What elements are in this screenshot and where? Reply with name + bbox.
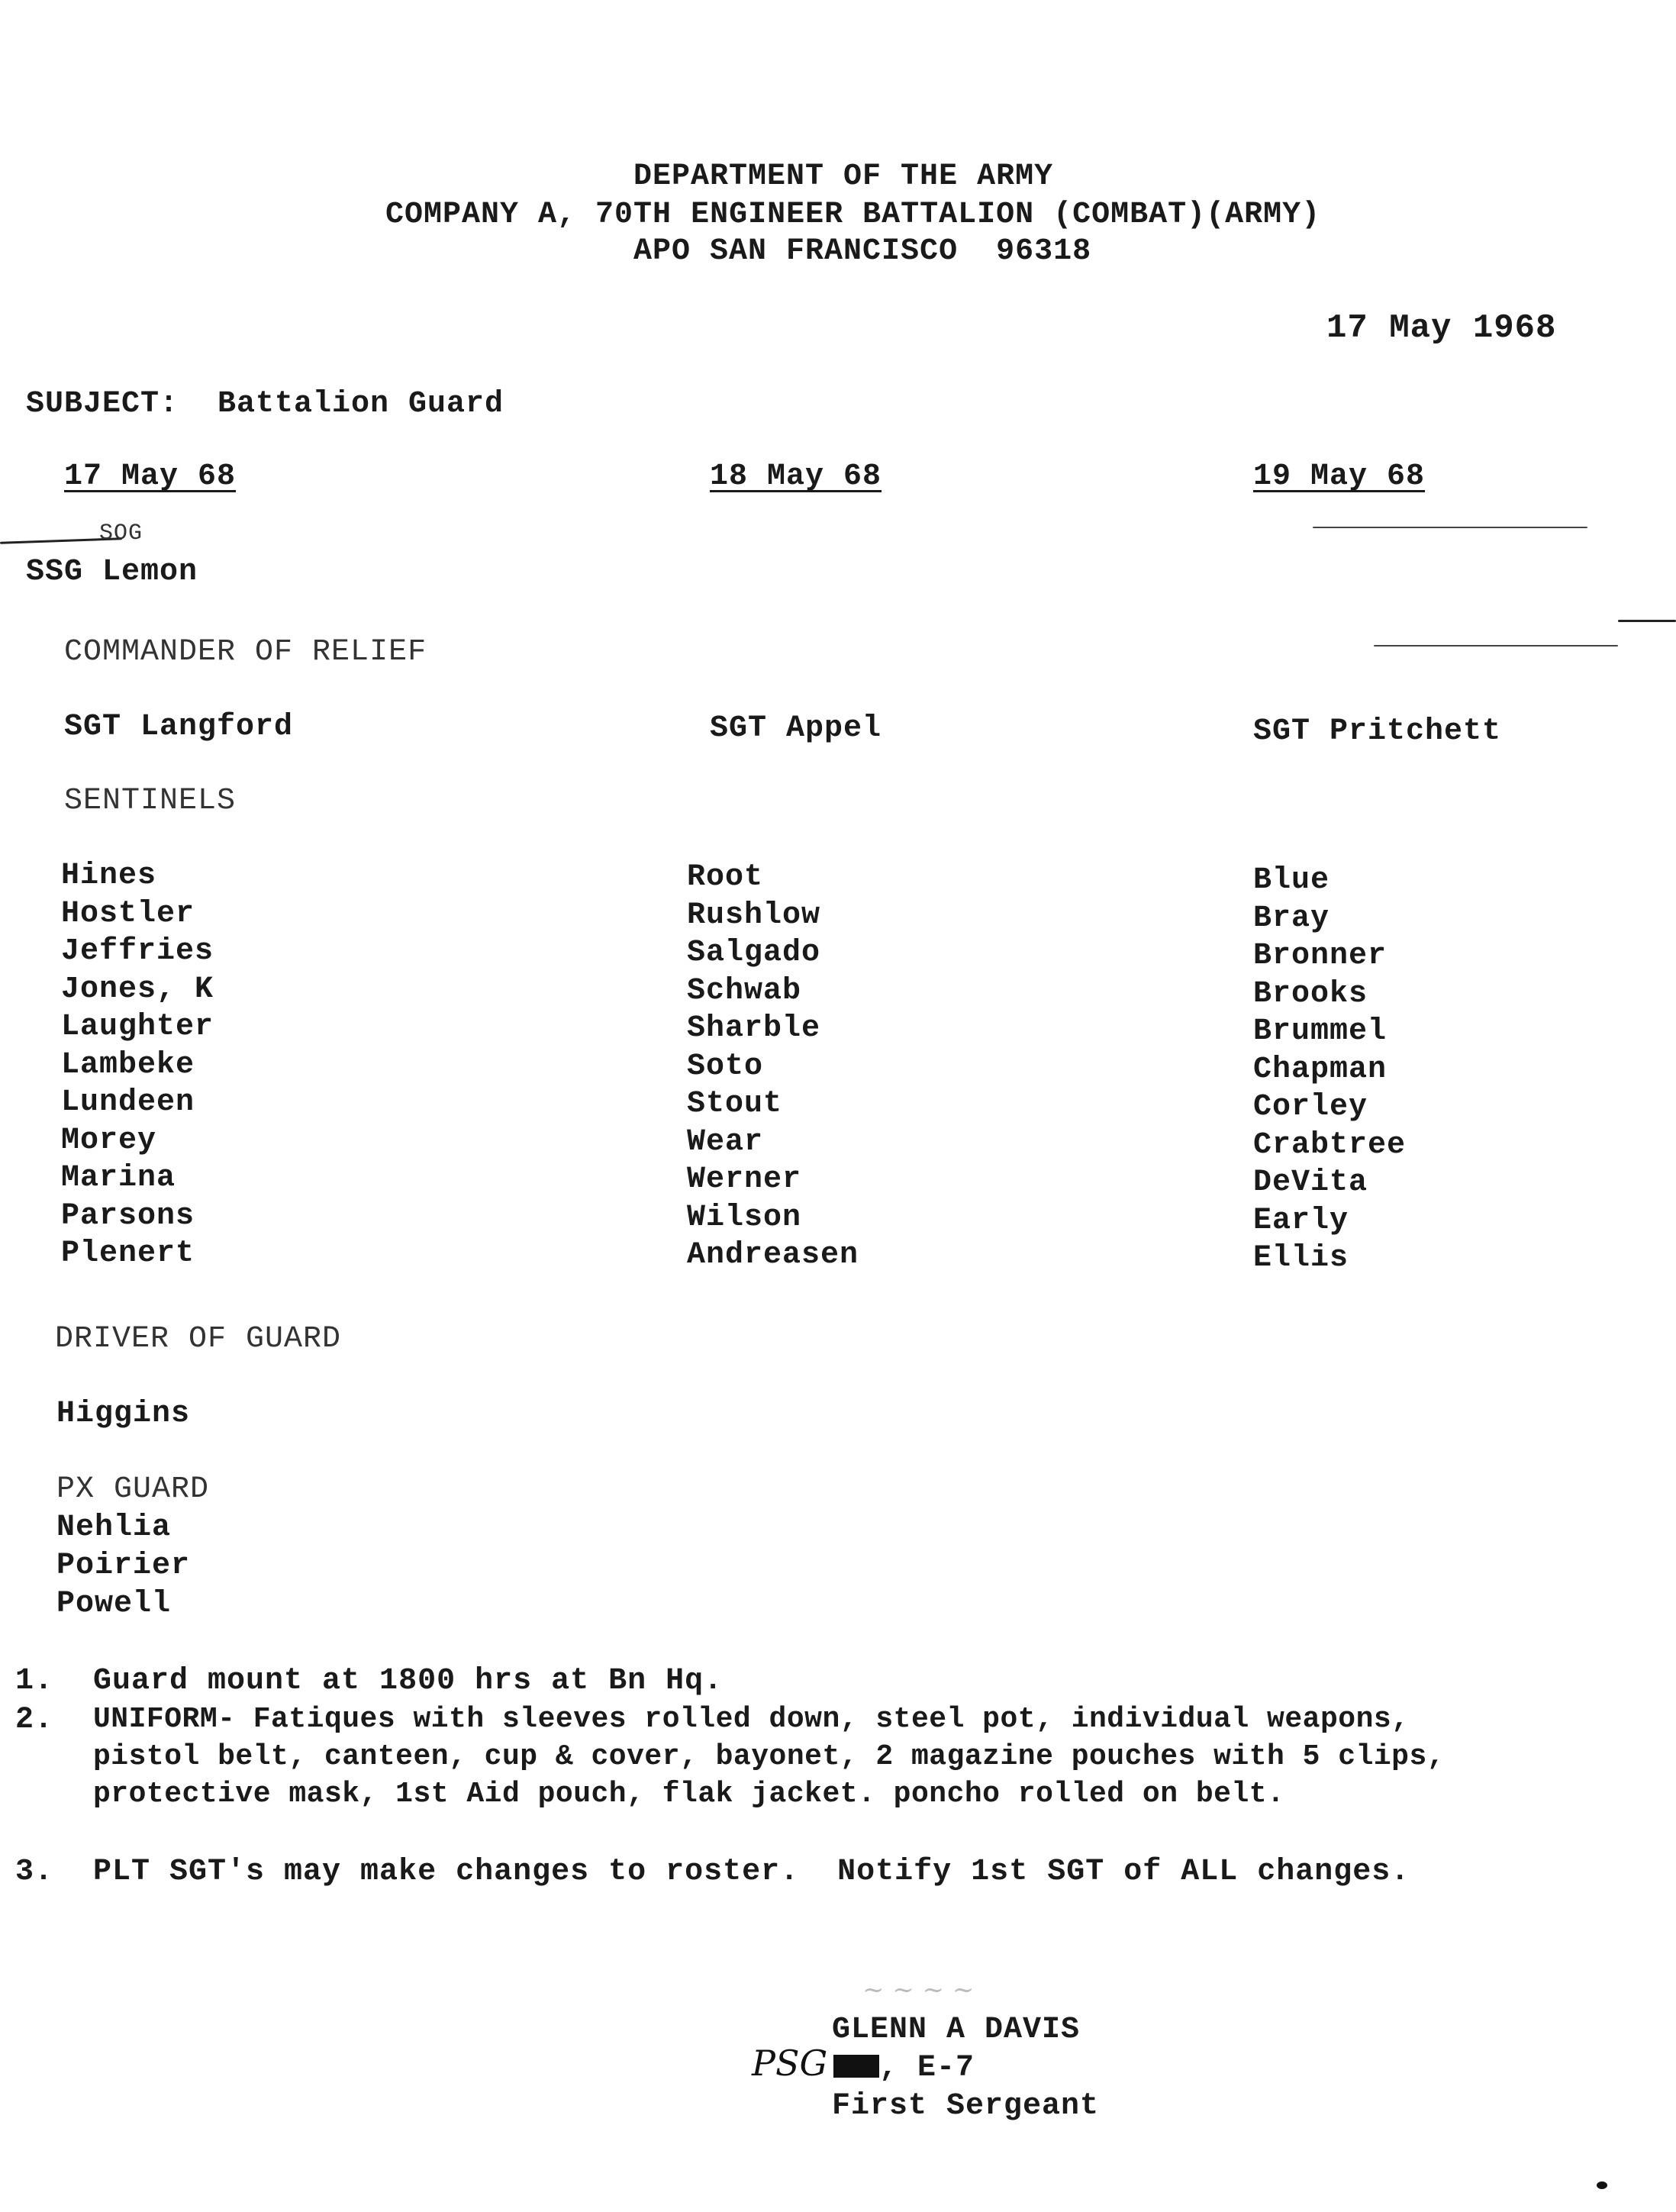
list-item: Blue	[1253, 863, 1330, 898]
list-item: Wear	[687, 1124, 764, 1159]
day-heading-3: 19 May 68	[1253, 459, 1426, 494]
list-item: Marina	[61, 1161, 176, 1195]
driver-of-guard-name: Higgins	[56, 1397, 191, 1431]
letterhead-line-3: APO SAN FRANCISCO 96318	[633, 234, 1092, 269]
signer-rank: , E-7	[879, 2051, 975, 2085]
list-item: Lundeen	[61, 1085, 195, 1120]
subject-label: SUBJECT:	[26, 387, 179, 421]
list-item: Chapman	[1253, 1052, 1388, 1087]
list-item: Root	[687, 860, 764, 895]
list-item: Wilson	[687, 1200, 802, 1235]
document-date: 17 May 1968	[1326, 309, 1557, 347]
list-item: Parsons	[61, 1198, 195, 1233]
instruction-line: protective mask, 1st Aid pouch, flak jacket. poncho rolled on belt.	[93, 1778, 1285, 1811]
list-item: Brooks	[1253, 976, 1368, 1011]
list-item: Bray	[1253, 901, 1330, 936]
list-item: Corley	[1253, 1090, 1368, 1124]
list-item: Brummel	[1253, 1014, 1388, 1049]
sentinels-day-1-list	[61, 861, 214, 1277]
list-item: Rushlow	[687, 898, 821, 933]
handwritten-rank: PSG	[752, 2043, 828, 2084]
signer-title: First Sergeant	[832, 2089, 1100, 2123]
list-item: Plenert	[61, 1237, 195, 1271]
instruction-number: 3.	[15, 1855, 54, 1889]
instruction-line: UNIFORM- Fatiques with sleeves rolled down, steel pot, individual weapons,	[93, 1703, 1410, 1736]
list-item: Hines	[61, 859, 157, 893]
list-item: Andreasen	[687, 1238, 859, 1272]
list-item: Jeffries	[61, 934, 214, 969]
px-guard-heading: PX GUARD	[56, 1472, 210, 1507]
list-item: Laughter	[61, 1010, 214, 1044]
instruction-line: pistol belt, canteen, cup & cover, bayonet, 2 magazine pouches with 5 clips,	[93, 1740, 1446, 1773]
commander-of-relief-heading: COMMANDER OF RELIEF	[64, 635, 427, 669]
commander-day-1: SGT Langford	[64, 710, 294, 744]
instruction-number: 2.	[15, 1703, 54, 1737]
redaction-blot	[833, 2055, 879, 2078]
list-item: Morey	[61, 1123, 157, 1158]
faint-signature: ~ ~ ~ ~	[862, 1975, 975, 2005]
sentinels-heading: SENTINELS	[64, 784, 237, 818]
driver-of-guard-heading: DRIVER OF GUARD	[55, 1322, 342, 1356]
instruction-line: Guard mount at 1800 hrs at Bn Hq.	[93, 1664, 724, 1698]
instruction-line: PLT SGT's may make changes to roster. Notify 1st SGT of ALL changes.	[93, 1855, 1410, 1889]
list-item: Werner	[687, 1162, 802, 1197]
subject-text: Battalion Guard	[218, 387, 504, 421]
sentinels-day-2-list	[687, 860, 859, 1279]
list-item: Sharble	[687, 1011, 821, 1046]
list-item: Lambeke	[61, 1047, 195, 1082]
list-item: DeVita	[1253, 1166, 1368, 1200]
pen-mark	[1374, 645, 1618, 647]
letterhead-line-1: DEPARTMENT OF THE ARMY	[633, 160, 1054, 194]
sentinels-day-3-list	[1253, 863, 1407, 1282]
commander-day-2: SGT Appel	[710, 711, 882, 746]
day-heading-1: 17 May 68	[64, 459, 237, 494]
list-item: Crabtree	[1253, 1127, 1407, 1162]
letterhead-line-2: COMPANY A, 70TH ENGINEER BATTALION (COMBAT)(ARMY)	[385, 198, 1321, 232]
px-guard-name: Powell	[56, 1587, 172, 1621]
list-item: Bronner	[1253, 939, 1388, 973]
list-item: Stout	[687, 1087, 783, 1121]
list-item: Jones, K	[61, 972, 214, 1007]
list-item: Early	[1253, 1203, 1349, 1238]
day-heading-2: 18 May 68	[710, 459, 882, 494]
sog-name: SSG Lemon	[26, 555, 198, 589]
list-item: Hostler	[61, 896, 195, 931]
sog-struck-label: SOG	[99, 521, 143, 547]
px-guard-name: Poirier	[56, 1549, 191, 1583]
list-item: Schwab	[687, 973, 802, 1008]
list-item: Soto	[687, 1049, 764, 1084]
corner-mark	[1597, 2181, 1607, 2189]
instruction-number: 1.	[15, 1664, 54, 1698]
commander-day-3: SGT Pritchett	[1253, 714, 1502, 749]
pen-mark	[1618, 620, 1676, 622]
list-item: Ellis	[1253, 1241, 1349, 1275]
px-guard-name: Nehlia	[56, 1511, 172, 1545]
pen-mark	[1313, 527, 1587, 528]
list-item: Salgado	[687, 936, 821, 970]
signer-name: GLENN A DAVIS	[832, 2013, 1081, 2047]
